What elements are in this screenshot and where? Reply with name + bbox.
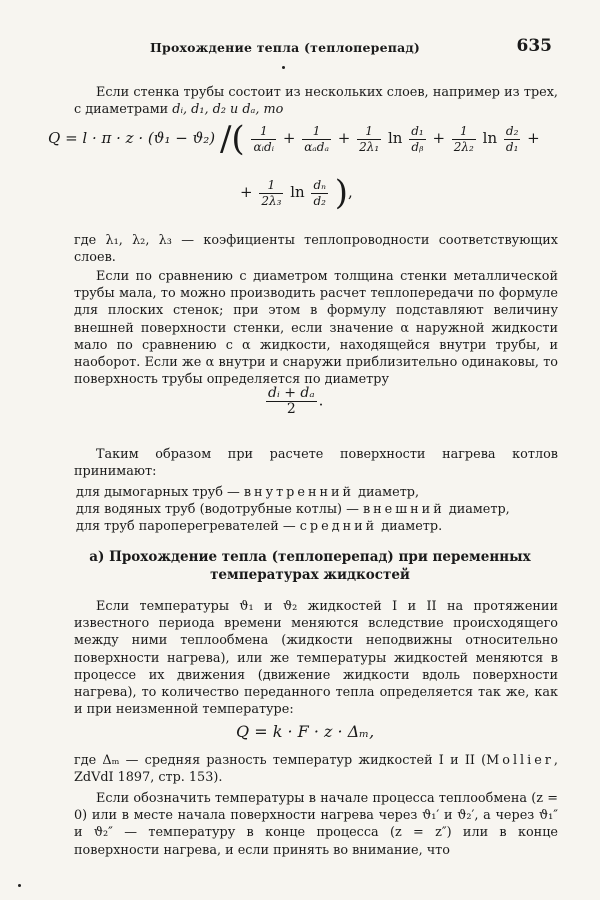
formula-layered-wall-line1: Q = l · π · z · (ϑ₁ − ϑ₂) /( $\frac{1}{\text{αᵢdᵢ}}$ + $\frac{1}{\text{αₐdₐ}}$ + $\frac{1}{\text{2λ₁}}$ ln $\frac{\text{d₁}}{\text{dᵦ}}$ + $\frac{1}{\text{2λ₂}}$ ln $\frac{\text{d₂}}{\text{d₁}}$ +	[48, 119, 540, 159]
fraction-term: $\frac{\text{d₂}}{\text{d₁}}$	[505, 123, 519, 154]
paragraph-lambda: где λ₁, λ₂, λ₃ — коэфициенты теплопроводности соответствующих слоев.	[74, 233, 558, 266]
ln-operator: ln	[482, 129, 498, 147]
ln-operator: ln	[387, 129, 403, 147]
paragraph-boilers: Таким образом при расчете поверхности нагрева котлов принимают:	[74, 447, 558, 480]
formula-lhs: Q = l · π · z · (ϑ₁ − ϑ₂)	[48, 129, 216, 147]
formula-mean-diameter: $\frac{\text{dᵢ + dₐ}}{2}$ .	[268, 385, 324, 417]
list-item: для водяных труб (водотрубные котлы) — внешний диаметр,	[76, 502, 510, 518]
fraction-term: $\frac{\text{d₁}}{\text{dᵦ}}$	[411, 123, 424, 154]
paragraph-layers	[74, 84, 558, 118]
list-item: для труб пароперегревателей — средний диаметр.	[76, 519, 443, 535]
formula-layered-wall-line2: + $\frac{1}{\text{2λ₃}}$ ln $\frac{\text{dₙ}}{\text{d₂}}$ ),	[240, 173, 353, 213]
list-item: для дымогарных труб — внутренний диаметр,	[76, 485, 420, 500]
paragraph-notation: Если обозначить температуры в начале процесса теплообмена (z = 0) или в месте начала поверхности нагрева через ϑ₁′ и ϑ₂′, а через ϑ₁″ и ϑ₂″ — температуру в конце процесса (z = z″) или в конце поверхности нагрева, и если принять во внимание, что	[74, 791, 558, 858]
fraction-term: $\frac{1}{\text{2λ₂}}$	[453, 123, 474, 154]
ln-operator: ln	[290, 183, 305, 201]
paragraph-text: Если стенка трубы состоит из нескольких слоев, например из трех, с диаметрами	[74, 85, 558, 118]
formula-heat-transfer: Q = k · F · z · Δₘ,	[236, 722, 375, 741]
running-head: Прохождение тепла (теплоперепад)	[150, 40, 421, 55]
print-speck	[18, 884, 21, 887]
fraction-term: $\frac{\text{dₙ}}{\text{d₂}}$	[313, 177, 326, 208]
bracket-close: )	[334, 173, 349, 213]
paragraph-thin-wall: Если по сравнению с диаметром толщина стенки металлической трубы мала, то можно производить расчет теплопередачи по формуле для плоских стенок; при этом в формулу подставляют величину внешней поверхности стенки, если значение α наружной жидкости мало по сравнению с α жидкости, находящейся внутри трубы, и наоборот. Если же α внутри и снаружи приблизительно одинаковы, то поверхность трубы определяется по диаметру	[74, 269, 558, 388]
diameter-vars: dᵢ, d₁, d₂ и dₐ, то	[172, 102, 284, 118]
fraction-term: $\frac{1}{\text{αₐdₐ}}$	[304, 123, 329, 154]
fraction-term: $\frac{\text{dᵢ + dₐ}}{2}$	[268, 385, 315, 417]
section-heading: а) Прохождение тепла (теплоперепад) при переменных температурах жидкостей	[89, 549, 531, 583]
author-name: Mollier	[486, 753, 554, 768]
diameter-list	[74, 484, 558, 536]
fraction-term: $\frac{1}{\text{2λ₁}}$	[359, 123, 380, 154]
page-number: 635	[516, 36, 552, 56]
bracket-open: /(	[219, 119, 245, 159]
print-speck	[282, 66, 285, 69]
paragraph-mean-diff: где Δₘ — средняя разность температур жидкостей I и II (Mollier, ZdVdI 1897, стр. 153).	[74, 753, 558, 786]
fraction-term: $\frac{1}{\text{αᵢdᵢ}}$	[253, 123, 275, 154]
paragraph-variable-temps: Если температуры ϑ₁ и ϑ₂ жидкостей I и II на протяжении известного периода времени меняются вследствие происходящего между ними теплообмена (жидкости неподвижны относительно поверхности нагрева), или же температуры жидкостей меняются в процессе их движения (движение жидкости вдоль поверхности нагрева), то количество переданного тепла определяется так же, как и при неизменной температуре:	[74, 599, 558, 718]
fraction-term: $\frac{1}{\text{2λ₃}}$	[261, 177, 282, 208]
